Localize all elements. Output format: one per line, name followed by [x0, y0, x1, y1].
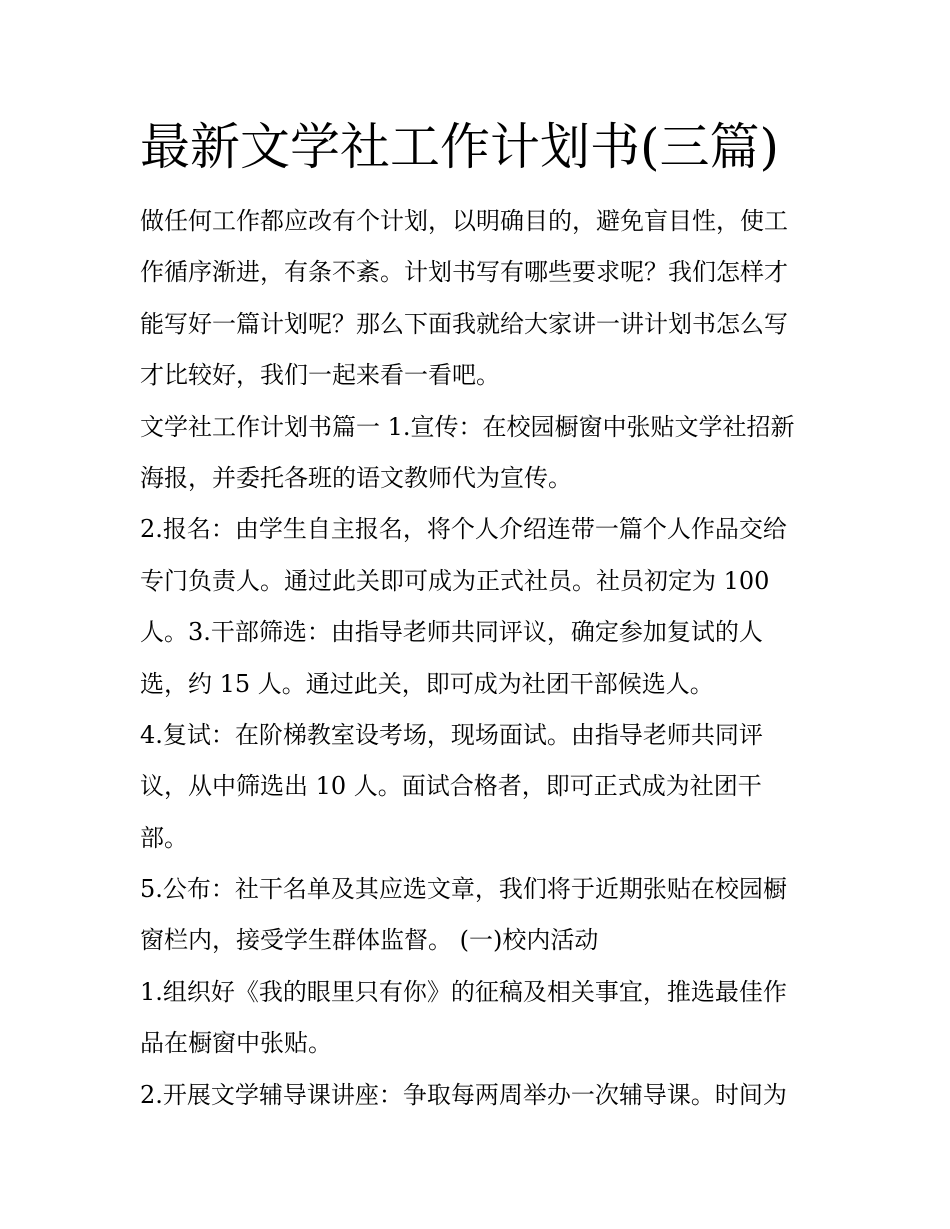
text-line: 议，从中筛选出 10 人。面试合格者，即可正式成为社团干 — [140, 772, 762, 801]
text-line: 专门负责人。通过此关即可成为正式社员。社员初定为 100 — [140, 566, 770, 595]
text-line: 品在橱窗中张贴。 — [140, 1029, 332, 1058]
text-line: 2.报名：由学生自主报名，将个人介绍连带一篇个人作品交给 — [140, 515, 787, 544]
text-line: 人。3.干部筛选：由指导老师共同评议，确定参加复试的人 — [140, 618, 763, 647]
text-line: 窗栏内，接受学生群体监督。 (一)校内活动 — [140, 926, 599, 955]
text-line: 5.公布：社干名单及其应选文章，我们将于近期张贴在校园橱 — [140, 875, 787, 904]
text-line: 作循序渐进，有条不紊。计划书写有哪些要求呢？我们怎样才 — [140, 258, 788, 287]
text-line: 部。 — [140, 823, 188, 852]
text-line: 2.开展文学辅导课讲座：争取每两周举办一次辅导课。时间为 — [140, 1080, 787, 1109]
text-line: 做任何工作都应改有个计划，以明确目的，避免盲目性，使工 — [140, 207, 788, 235]
text-line: 4.复试：在阶梯教室设考场，现场面试。由指导老师共同评 — [140, 720, 763, 749]
text-line: 选，约 15 人。通过此关，即可成为社团干部候选人。 — [140, 669, 714, 698]
text-line: 才比较好，我们一起来看一看吧。 — [140, 361, 500, 390]
text-line: 文学社工作计划书篇一 1.宣传：在校园橱窗中张贴文学社招新 — [140, 412, 795, 441]
document-body — [140, 196, 820, 1121]
document-title: 最新文学社工作计划书(三篇) — [140, 118, 780, 176]
text-line: 海报，并委托各班的语文教师代为宣传。 — [140, 463, 572, 492]
text-line: 1.组织好《我的眼里只有你》的征稿及相关事宜，推选最佳作 — [140, 977, 787, 1006]
text-line: 能写好一篇计划呢？那么下面我就给大家讲一讲计划书怎么写 — [140, 309, 788, 338]
